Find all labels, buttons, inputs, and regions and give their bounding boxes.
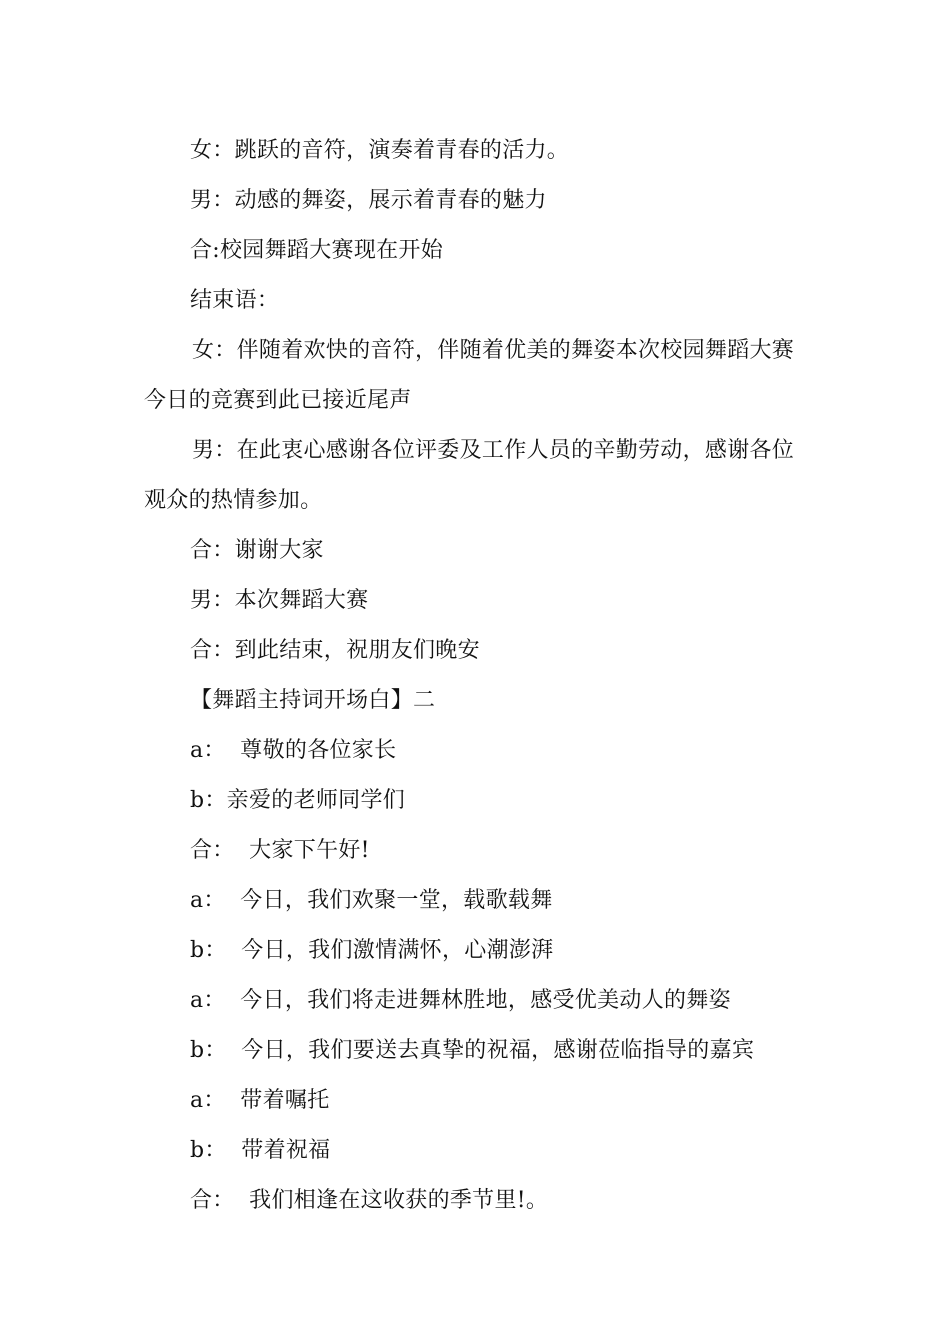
paragraph: b： 今日，我们要送去真挚的祝福，感谢莅临指导的嘉宾 bbox=[190, 1038, 755, 1063]
paragraph: b： 今日，我们激情满怀，心潮澎湃 bbox=[190, 938, 554, 963]
paragraph: a： 今日，我们将走进舞林胜地，感受优美动人的舞姿 bbox=[190, 988, 731, 1013]
paragraph: 男：本次舞蹈大赛 bbox=[190, 588, 369, 613]
paragraph: 男：在此衷心感谢各位评委及工作人员的辛勤劳动，感谢各位观众的热情参加。 bbox=[144, 438, 795, 513]
paragraph: b：亲爱的老师同学们 bbox=[190, 788, 406, 813]
paragraph: 女：伴随着欢快的音符，伴随着优美的舞姿本次校园舞蹈大赛今日的竞赛到此已接近尾声 bbox=[144, 338, 795, 413]
paragraph: 合:校园舞蹈大赛现在开始 bbox=[190, 238, 444, 263]
paragraph: a： 尊敬的各位家长 bbox=[190, 738, 397, 763]
paragraph: 合：到此结束，祝朋友们晚安 bbox=[190, 638, 480, 663]
section-heading: 【舞蹈主持词开场白】二 bbox=[190, 688, 436, 713]
paragraph: b： 带着祝福 bbox=[190, 1138, 331, 1163]
section-heading: 结束语： bbox=[190, 288, 280, 313]
paragraph: 合：谢谢大家 bbox=[190, 538, 324, 563]
paragraph: 男：动感的舞姿，展示着青春的魅力 bbox=[190, 188, 547, 213]
paragraph: a： 今日，我们欢聚一堂，载歌载舞 bbox=[190, 888, 553, 913]
document-body bbox=[144, 126, 814, 1226]
paragraph: a： 带着嘱托 bbox=[190, 1088, 330, 1113]
paragraph: 女：跳跃的音符，演奏着青春的活力。 bbox=[190, 138, 570, 163]
paragraph: 合： 我们相逢在这收获的季节里!。 bbox=[190, 1188, 549, 1213]
paragraph: 合： 大家下午好! bbox=[190, 838, 370, 863]
